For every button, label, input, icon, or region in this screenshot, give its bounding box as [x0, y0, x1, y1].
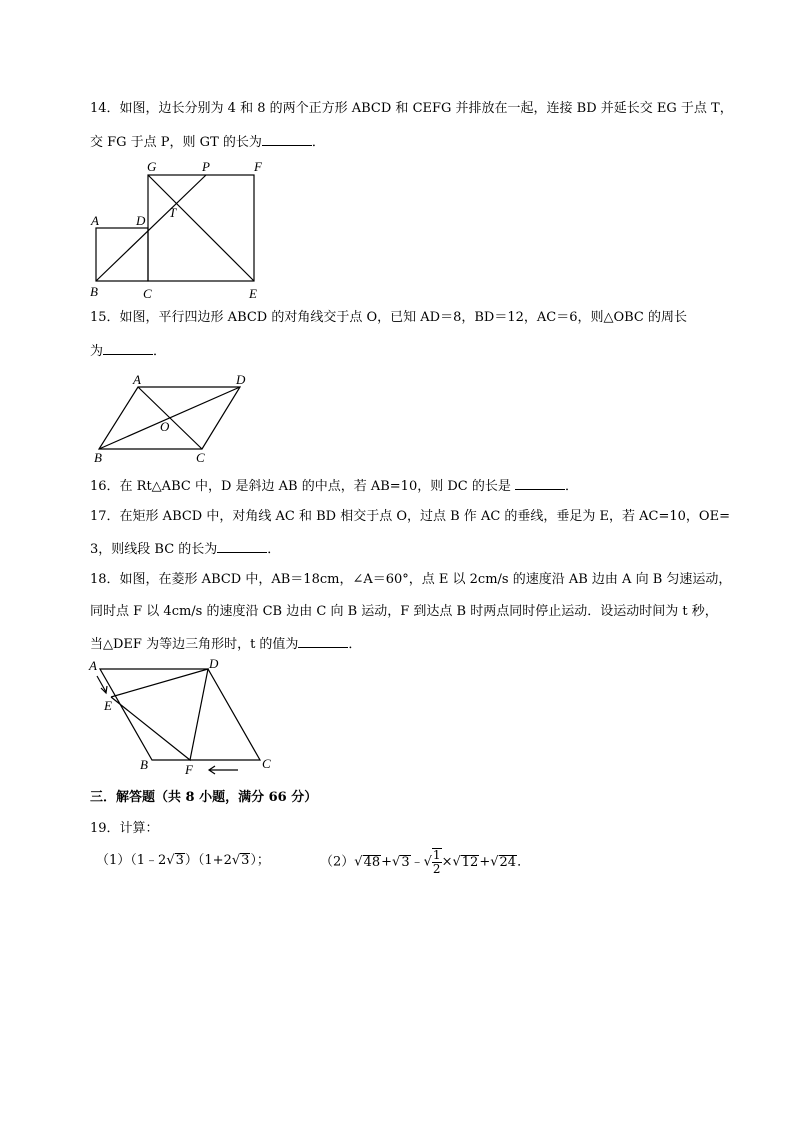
q18-line3-text: 当△DEF 为等边三角形时，t 的值为	[90, 637, 299, 652]
label-p: P	[202, 159, 210, 174]
q19-p2-prefix: （2）	[320, 854, 355, 870]
q17-line2	[90, 540, 280, 559]
label-g: G	[147, 159, 157, 174]
q14-line2-text: 交 FG 于点 P，则 GT 的长为	[90, 135, 262, 150]
q14-line2	[90, 133, 325, 152]
q19-p2-end: ．	[517, 854, 531, 870]
q19-p2-fraction	[432, 848, 442, 876]
sqrt-icon: √	[423, 854, 432, 870]
q19-p2-plus2: +	[479, 854, 491, 870]
q19-part2	[320, 848, 530, 876]
label-b: B	[140, 757, 148, 772]
q19-p2-times: ×	[441, 854, 453, 870]
label-a: A	[91, 213, 99, 228]
sqrt-icon: √	[231, 853, 241, 868]
answer-blank	[103, 342, 153, 355]
q15-line1: 15．如图，平行四边形 ABCD 的对角线交于点 O，已知 AD＝8，BD＝12，AC＝6，则△OBC 的周长	[90, 310, 688, 325]
label-a: A	[89, 658, 97, 673]
answer-blank	[217, 540, 267, 553]
label-o: O	[160, 419, 170, 434]
q19-p1-end: ）；	[250, 853, 270, 868]
label-d: D	[209, 656, 219, 671]
q17-line2-text: 3，则线段 BC 的长为	[90, 542, 218, 557]
label-c: C	[196, 450, 205, 465]
answer-blank	[515, 477, 565, 490]
q19-p1-mid: ）（1+2	[184, 853, 232, 868]
q15-line2-text: 为	[90, 344, 104, 359]
q14-line1: 14．如图，边长分别为 4 和 8 的两个正方形 ABCD 和 CEFG 并排放在一起，连接 BD 并延长交 EG 于点 T，	[90, 101, 733, 116]
q19-p2-r1: 48	[363, 854, 381, 870]
diagonal-bd	[99, 387, 240, 449]
q19-p1-radicand: 3	[175, 853, 184, 868]
line-ge	[148, 175, 254, 281]
triangle-def	[111, 669, 208, 760]
label-b: B	[94, 450, 102, 465]
label-d: D	[236, 372, 246, 387]
q19-p2-num: 1	[432, 848, 441, 862]
label-e: E	[104, 698, 112, 713]
q18-line1: 18．如图，在菱形 ABCD 中，AB＝18cm，∠A＝60°，点 E 以 2cm/s 的速度沿 AB 边由 A 向 B 匀速运动，	[90, 572, 732, 587]
sqrt-icon: √	[166, 853, 175, 868]
label-f: F	[185, 762, 193, 777]
label-b: B	[90, 284, 98, 299]
q19-p2-minus: ﹣	[410, 854, 424, 870]
label-e: E	[249, 286, 257, 301]
q19-p2-r3: 12	[461, 854, 479, 870]
q17-end: ．	[267, 542, 281, 557]
q18-line2: 同时点 F 以 4cm/s 的速度沿 CB 边由 C 向 B 运动，F 到达点 B 时两点同时停止运动．设运动时间为 t 秒，	[90, 604, 718, 619]
label-f: F	[254, 159, 262, 174]
q19-title: 19．计算：	[90, 821, 159, 836]
line-bd-extended	[96, 175, 206, 281]
arrowhead-f	[209, 766, 215, 774]
label-t: T	[169, 205, 177, 220]
label-c: C	[143, 286, 152, 301]
parallelogram-abcd	[99, 387, 240, 449]
q15-line2	[90, 342, 166, 361]
sqrt-icon: √	[392, 854, 401, 870]
q19-p1-radicand2: 3	[241, 853, 250, 868]
q19-p2-plus1: +	[381, 854, 393, 870]
label-c: C	[262, 756, 271, 771]
square-cefg	[148, 175, 254, 281]
q15-end: ．	[153, 344, 167, 359]
q14-end: ．	[311, 135, 325, 150]
q16-end: ．	[565, 479, 579, 494]
q19-p2-r2: 3	[401, 854, 410, 870]
q19-p2-den: 2	[432, 862, 441, 876]
sqrt-icon: √	[354, 854, 363, 870]
arrowhead-e	[101, 686, 107, 693]
rhombus-abcd	[100, 669, 260, 760]
q19-p1-prefix: （1）（1﹣2	[96, 853, 167, 868]
q19-part1	[96, 852, 270, 870]
square-abcd	[96, 228, 148, 281]
sqrt-icon: √	[452, 854, 461, 870]
diagonal-ac	[138, 387, 202, 449]
q18-line3	[90, 635, 361, 654]
q17-line1: 17．在矩形 ABCD 中，对角线 AC 和 BD 相交于点 O，过点 B 作 AC 的垂线，垂足为 E，若 AC=10，OE=	[90, 509, 730, 524]
answer-blank	[262, 133, 312, 146]
q19-p2-r4: 24	[499, 854, 517, 870]
q18-end: ．	[348, 637, 362, 652]
label-a: A	[133, 372, 141, 387]
answer-blank	[298, 635, 348, 648]
label-d: D	[136, 213, 146, 228]
section-title: 三．解答题（共 8 小题，满分 66 分）	[90, 790, 318, 805]
q16-text: 16．在 Rt△ABC 中，D 是斜边 AB 的中点，若 AB=10，则 DC 的长是	[90, 479, 511, 494]
arrow-e	[97, 676, 106, 692]
sqrt-icon: √	[490, 854, 499, 870]
q16-line	[90, 477, 578, 496]
